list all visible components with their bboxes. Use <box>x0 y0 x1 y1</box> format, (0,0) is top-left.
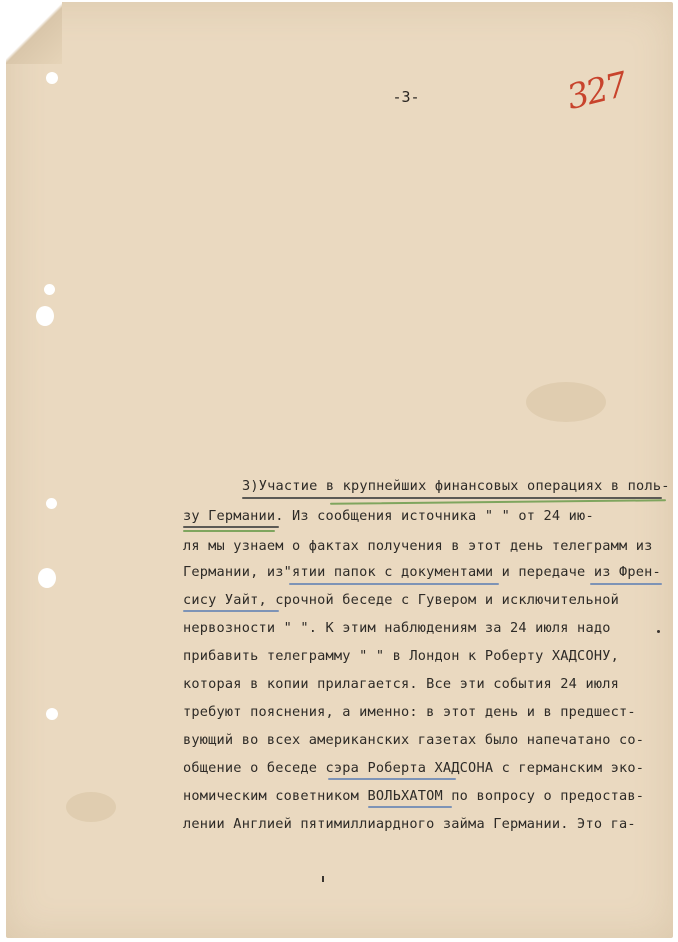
underline-mark <box>183 530 275 532</box>
margin-mark <box>322 876 324 882</box>
underline-mark <box>242 497 662 499</box>
body-line: общение о беседе сэра Роберта ХАДСОНА с германским эко- <box>183 760 645 776</box>
underline-mark <box>289 583 499 585</box>
body-line: нервозности " ". К этим наблюдениям за 24 июля надо <box>183 620 611 636</box>
margin-mark <box>657 630 660 633</box>
body-line: требуют пояснения, а именно: в этот день и в предшест- <box>183 704 636 720</box>
underline-mark <box>330 499 666 505</box>
body-line: 3)Участие в крупнейших финансовых операциях в поль- <box>242 478 670 494</box>
body-line: вующий во всех американских газетах было напечатано со- <box>183 732 645 748</box>
underline-mark <box>328 778 456 780</box>
body-line: прибавить телеграмму " " в Лондон к Роберту ХАДСОНУ, <box>183 648 619 664</box>
body-line: Германии, из"ятии папок с документами и передаче из Френ- <box>183 564 661 580</box>
body-line: ля мы узнаем о фактах получения в этот день телеграмм из <box>183 538 653 554</box>
body-line: сису Уайт, срочной беседе с Гувером и исключительной <box>183 592 619 608</box>
underline-mark <box>368 806 452 808</box>
body-line: зу Германии. Из сообщения источника " " от 24 ию- <box>183 508 594 524</box>
underline-mark <box>183 610 279 612</box>
underline-mark <box>183 526 279 528</box>
archive-number-handwritten: 327 <box>562 64 630 119</box>
body-line: номическим советником ВОЛЬХАТОМ по вопросу о предостав- <box>183 788 645 804</box>
underline-mark <box>590 583 662 585</box>
body-line: которая в копии прилагается. Все эти события 24 июля <box>183 676 619 692</box>
body-line: лении Англией пятимиллиардного займа Германии. Это га- <box>183 816 636 832</box>
page-number: -3- <box>392 88 420 106</box>
